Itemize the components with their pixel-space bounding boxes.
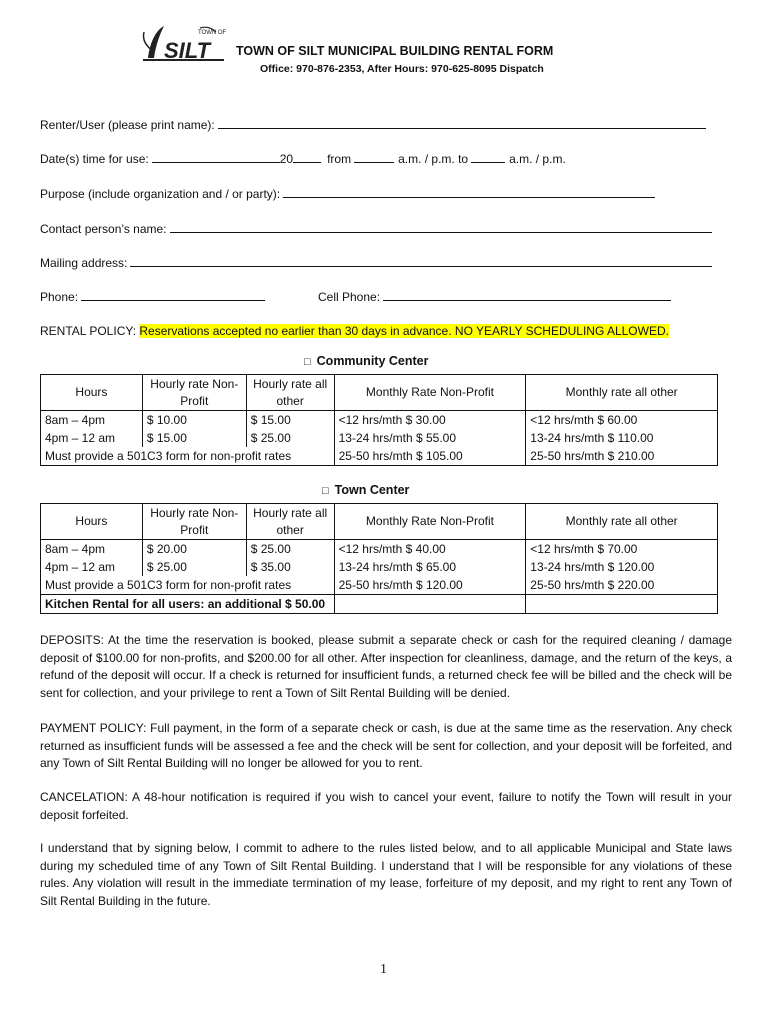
table-row: 8am – 4pm $ 10.00 $ 15.00 <12 hrs/mth $ 30.00 <12 hrs/mth $ 60.00 — [41, 411, 718, 430]
logo-small-text: TOWN OF — [198, 30, 226, 36]
table-header-row: Hours Hourly rate Non-Profit Hourly rate all other Monthly Rate Non-Profit Monthly rate all other — [41, 375, 718, 411]
mailing-field — [40, 255, 712, 270]
start-time-input-line[interactable] — [354, 151, 394, 163]
deposits-paragraph: DEPOSITS: At the time the reservation is booked, please submit a separate check or cash for the required cleaning / damage deposit of $100.00 for non-profits, and $200.00 for all other. After inspection for cleanliness, damage, and the return of the keys, a refund of the deposit will occur. If a check is returned for insufficient funds, a returned check fee will be billed and the check will be sent for collection, and your privilege to rent a Town of Silt Rental Building will be denied. — [40, 633, 732, 700]
community-center-table — [40, 374, 718, 466]
table-row: 4pm – 12 am $ 15.00 $ 25.00 13-24 hrs/mth $ 55.00 13-24 hrs/mth $ 110.00 — [41, 429, 718, 447]
table-header-row: Hours Hourly rate Non-Profit Hourly rate all other Monthly Rate Non-Profit Monthly rate all other — [41, 504, 718, 540]
end-time-input-line[interactable] — [471, 151, 505, 163]
town-center-checkbox[interactable]: □ — [322, 485, 329, 497]
mailing-label: Mailing address: — [40, 256, 128, 270]
renter-input-line[interactable] — [218, 117, 706, 129]
contact-label: Contact person’s name: — [40, 222, 167, 236]
town-center-title: □ Town Center — [322, 483, 410, 497]
cell-label: Cell Phone: — [318, 290, 381, 304]
town-center-table — [40, 503, 718, 614]
page-title: TOWN OF SILT MUNICIPAL BUILDING RENTAL FORM — [236, 44, 554, 58]
payment-policy-paragraph: PAYMENT POLICY: Full payment, in the form of a separate check or cash, is due at the same time as the reservation. Any check returned as insufficient funds will be assessed a fee and the check will be sent for collection, and your deposit will be forfeited, and any Town of Silt Rental Building will no longer be allowed for you to rent. — [40, 721, 732, 770]
purpose-input-line[interactable] — [283, 186, 655, 198]
agreement-paragraph: I understand that by signing below, I commit to adhere to the rules listed below, and to all applicable Municipal and State laws during my scheduled time of any Town of Silt Rental Building. I understand that I will be responsible for any violations of these rules. Any violation will result in the immediate termination of my lease, forfeiture of my deposit, and my right to rent any Town of Silt Rental Building in the future. — [40, 841, 732, 908]
dates-label: Date(s) time for use: — [40, 152, 149, 166]
date-input-line[interactable] — [152, 151, 280, 163]
cancelation-paragraph: CANCELATION: A 48-hour notification is required if you wish to cancel your event, failure to notify the Town will result in your deposit forfeited. — [40, 790, 732, 822]
rental-policy-label: RENTAL POLICY: — [40, 324, 137, 338]
rental-policy-text: Reservations accepted no earlier than 30 days in advance. NO YEARLY SCHEDULING ALLOWED. — [139, 324, 669, 338]
cell-input-line[interactable] — [383, 289, 671, 301]
rental-policy — [40, 324, 669, 338]
mailing-input-line[interactable] — [130, 255, 712, 267]
cell-field — [318, 289, 671, 304]
page-number: 1 — [380, 962, 387, 977]
table-row: 8am – 4pm $ 20.00 $ 25.00 <12 hrs/mth $ 40.00 <12 hrs/mth $ 70.00 — [41, 540, 718, 559]
contact-field — [40, 221, 712, 236]
town-of-silt-logo — [140, 22, 226, 62]
table-row: 4pm – 12 am $ 25.00 $ 35.00 13-24 hrs/mth $ 65.00 13-24 hrs/mth $ 120.00 — [41, 558, 718, 576]
dates-ampm-to-label: a.m. / p.m. to — [398, 152, 469, 166]
phone-field — [40, 289, 265, 304]
kitchen-rental-note: Kitchen Rental for all users: an additional $ 50.00 — [41, 595, 335, 614]
renter-label: Renter/User (please print name): — [40, 118, 215, 132]
page-subtitle: Office: 970-876-2353, After Hours: 970-625-8095 Dispatch — [260, 63, 544, 75]
logo-text: SILT — [164, 38, 211, 62]
dates-field — [40, 151, 566, 166]
community-center-checkbox[interactable]: □ — [304, 356, 311, 368]
dates-from-label: from — [327, 152, 352, 166]
year-input-line[interactable] — [293, 151, 321, 163]
table-row: Must provide a 501C3 form for non-profit rates 25-50 hrs/mth $ 120.00 25-50 hrs/mth $ 220.00 — [41, 576, 718, 595]
table-row — [41, 595, 718, 614]
dates-ampm-label: a.m. / p.m. — [509, 152, 566, 166]
table-row: Must provide a 501C3 form for non-profit rates 25-50 hrs/mth $ 105.00 25-50 hrs/mth $ 210.00 — [41, 447, 718, 466]
phone-label: Phone: — [40, 290, 79, 304]
dates-20-label: 20 — [279, 152, 294, 166]
renter-field — [40, 117, 706, 132]
purpose-label: Purpose (include organization and / or party): — [40, 187, 281, 201]
community-center-title: □ Community Center — [304, 354, 429, 368]
phone-input-line[interactable] — [81, 289, 265, 301]
purpose-field — [40, 186, 655, 201]
contact-input-line[interactable] — [170, 221, 712, 233]
